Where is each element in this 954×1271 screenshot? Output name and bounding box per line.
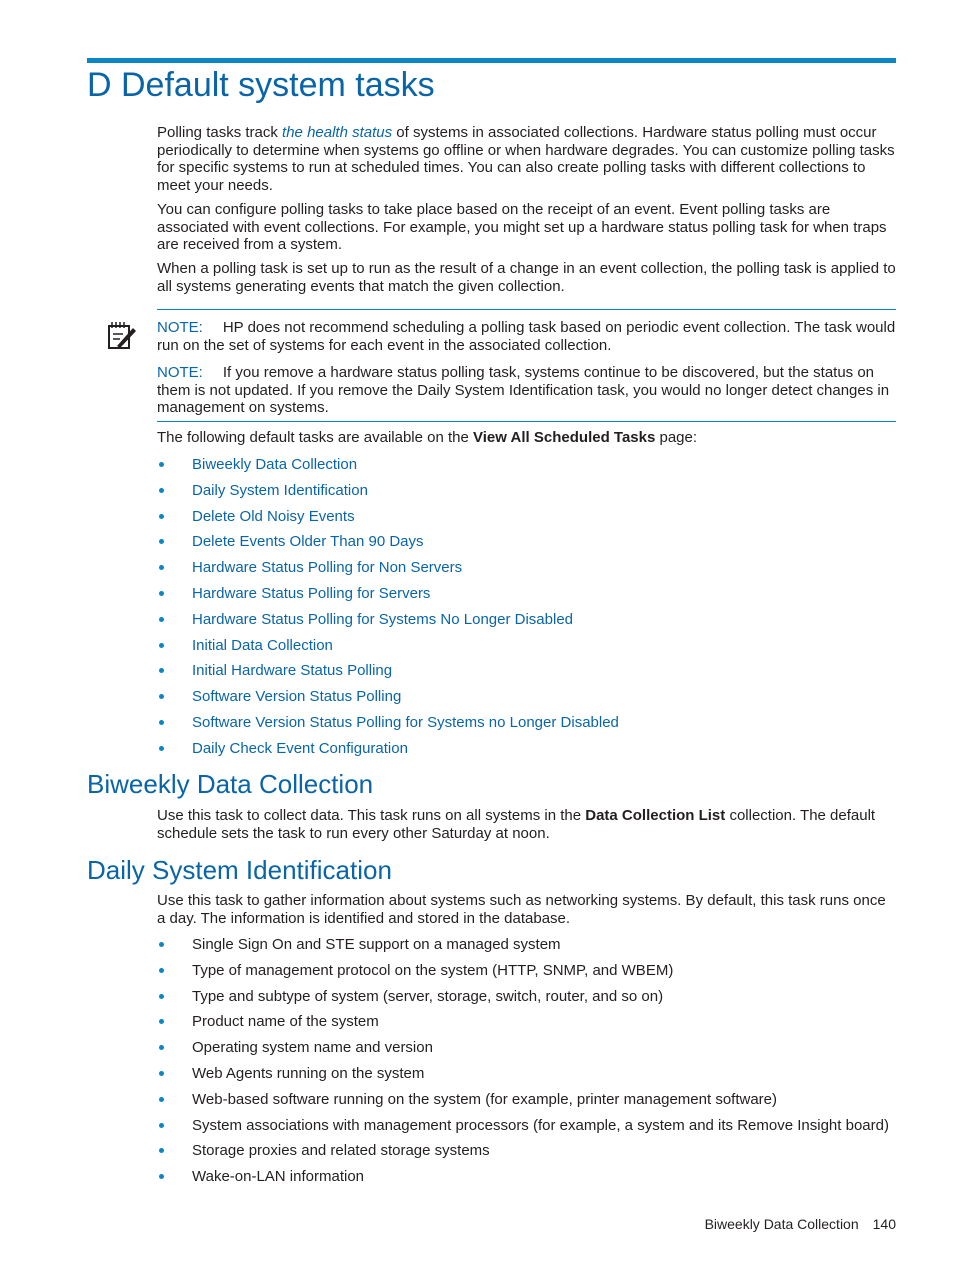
intro-text: When a polling task is set up to run as the result of a change in an event collection, the polling task is applied to all systems generating events that match the given collection. xyxy=(157,260,896,295)
task-list xyxy=(157,456,917,766)
list-item xyxy=(157,508,917,534)
task-link[interactable]: Daily System Identification xyxy=(192,481,368,499)
identification-list xyxy=(157,936,917,1194)
view-all-scheduled-tasks-label: View All Scheduled Tasks xyxy=(473,429,656,446)
list-item xyxy=(157,559,917,585)
note-text: If you remove a hardware status polling task, systems continue to be discovered, but the status on them is not updated. If you remove the Daily System Identification task, you would no longer detect changes in management on systems. xyxy=(157,364,890,417)
bullet-icon xyxy=(159,1123,164,1128)
biweekly-paragraph xyxy=(157,807,896,842)
task-link[interactable]: Software Version Status Polling for Systems no Longer Disabled xyxy=(192,713,619,731)
list-item xyxy=(157,637,917,663)
footer-section: Biweekly Data Collection xyxy=(704,1216,859,1232)
bullet-icon xyxy=(159,720,164,725)
bullet-icon xyxy=(159,1045,164,1050)
note-label: NOTE: xyxy=(157,364,203,381)
bullet-icon xyxy=(159,539,164,544)
bullet-icon xyxy=(159,746,164,751)
intro-text: of systems in associated collections. Hardware status polling must occur periodically to determine when systems go offline or when hardware degrades. You can customize polling tasks for specific systems to run at scheduled times. You can also create polling tasks with different collections to meet your needs. xyxy=(157,124,895,194)
bullet-icon xyxy=(159,1174,164,1179)
task-link[interactable]: Hardware Status Polling for Servers xyxy=(192,584,431,602)
list-item xyxy=(157,1091,917,1117)
bullet-icon xyxy=(159,1071,164,1076)
list-item-text: Wake-on-LAN information xyxy=(192,1168,365,1186)
note-2 xyxy=(157,364,896,417)
list-item xyxy=(157,1168,917,1194)
list-item xyxy=(157,482,917,508)
biweekly-text: collection. The default schedule sets the task to run every other Saturday at noon. xyxy=(157,807,876,842)
note-1 xyxy=(157,319,896,354)
task-link[interactable]: Delete Old Noisy Events xyxy=(192,507,355,525)
list-item xyxy=(157,936,917,962)
bullet-icon xyxy=(159,617,164,622)
bullet-icon xyxy=(159,488,164,493)
list-item xyxy=(157,611,917,637)
data-collection-list-label: Data Collection List xyxy=(585,807,726,824)
tasks-intro xyxy=(157,429,896,447)
list-item xyxy=(157,1117,917,1143)
intro-paragraph-3 xyxy=(157,260,896,295)
task-link[interactable]: Daily Check Event Configuration xyxy=(192,739,408,757)
bullet-icon xyxy=(159,1148,164,1153)
intro-text: Polling tasks track xyxy=(157,124,283,141)
list-item-text: Storage proxies and related storage systems xyxy=(192,1142,490,1160)
list-item xyxy=(157,1039,917,1065)
note-box xyxy=(157,309,896,422)
list-item-text: Operating system name and version xyxy=(192,1039,433,1057)
bullet-icon xyxy=(159,968,164,973)
note-label: NOTE: xyxy=(157,319,203,336)
list-item xyxy=(157,714,917,740)
bullet-icon xyxy=(159,643,164,648)
note-text: HP does not recommend scheduling a polling task based on periodic event collection. The task would run on the set of systems for each event in the associated collection. xyxy=(157,319,896,354)
list-item xyxy=(157,662,917,688)
task-link[interactable]: Hardware Status Polling for Non Servers xyxy=(192,559,463,577)
list-item xyxy=(157,1013,917,1039)
tasks-intro-text: page: xyxy=(655,429,698,446)
chapter-title: D Default system tasks xyxy=(87,66,435,104)
page-number: 140 xyxy=(872,1216,896,1232)
bullet-icon xyxy=(159,668,164,673)
list-item-text: Type of management protocol on the system (HTTP, SNMP, and WBEM) xyxy=(192,961,674,979)
list-item xyxy=(157,1065,917,1091)
list-item xyxy=(157,585,917,611)
list-item xyxy=(157,740,917,766)
bullet-icon xyxy=(159,1097,164,1102)
intro-text: You can configure polling tasks to take place based on the receipt of an event. Event polling tasks are associated with event collections. For example, you might set up a hardware status polling task for when traps are received from a system. xyxy=(157,201,887,254)
bullet-icon xyxy=(159,942,164,947)
list-item xyxy=(157,533,917,559)
bullet-icon xyxy=(159,994,164,999)
biweekly-text: Use this task to collect data. This task runs on all systems in the xyxy=(157,807,586,824)
bullet-icon xyxy=(159,565,164,570)
daily-text: Use this task to gather information about systems such as networking systems. By default, this task runs once a day. The information is identified and stored in the database. xyxy=(157,892,886,927)
task-link[interactable]: Biweekly Data Collection xyxy=(192,456,358,473)
task-link[interactable]: Delete Events Older Than 90 Days xyxy=(192,533,424,551)
intro-paragraph-2 xyxy=(157,201,896,254)
list-item xyxy=(157,1142,917,1168)
intro-paragraph-1 xyxy=(157,124,896,194)
bullet-icon xyxy=(159,694,164,699)
bullet-icon xyxy=(159,591,164,596)
list-item-text: System associations with management processors (for example, a system and its Remove Insight board) xyxy=(192,1116,889,1134)
list-item-text: Single Sign On and STE support on a managed system xyxy=(192,936,561,953)
note-icon xyxy=(107,320,139,350)
section-title-daily: Daily System Identification xyxy=(87,855,392,885)
page-footer xyxy=(705,1216,896,1232)
list-item-text: Product name of the system xyxy=(192,1013,379,1031)
list-item-text: Web-based software running on the system (for example, printer management software) xyxy=(192,1090,777,1108)
bullet-icon xyxy=(159,1019,164,1024)
tasks-intro-text: The following default tasks are available on the xyxy=(157,429,474,446)
list-item xyxy=(157,688,917,714)
task-link[interactable]: Software Version Status Polling xyxy=(192,688,402,706)
task-link[interactable]: Hardware Status Polling for Systems No Longer Disabled xyxy=(192,610,574,628)
section-title-biweekly: Biweekly Data Collection xyxy=(87,769,374,799)
task-link[interactable]: Initial Data Collection xyxy=(192,636,333,654)
list-item-text: Web Agents running on the system xyxy=(192,1064,425,1082)
list-item xyxy=(157,988,917,1014)
list-item-text: Type and subtype of system (server, storage, switch, router, and so on) xyxy=(192,987,664,1005)
bullet-icon xyxy=(159,514,164,519)
list-item xyxy=(157,456,917,482)
health-status-link[interactable]: the health status xyxy=(282,124,393,141)
daily-paragraph xyxy=(157,892,896,927)
task-link[interactable]: Initial Hardware Status Polling xyxy=(192,662,393,680)
list-item xyxy=(157,962,917,988)
bullet-icon xyxy=(159,462,164,467)
